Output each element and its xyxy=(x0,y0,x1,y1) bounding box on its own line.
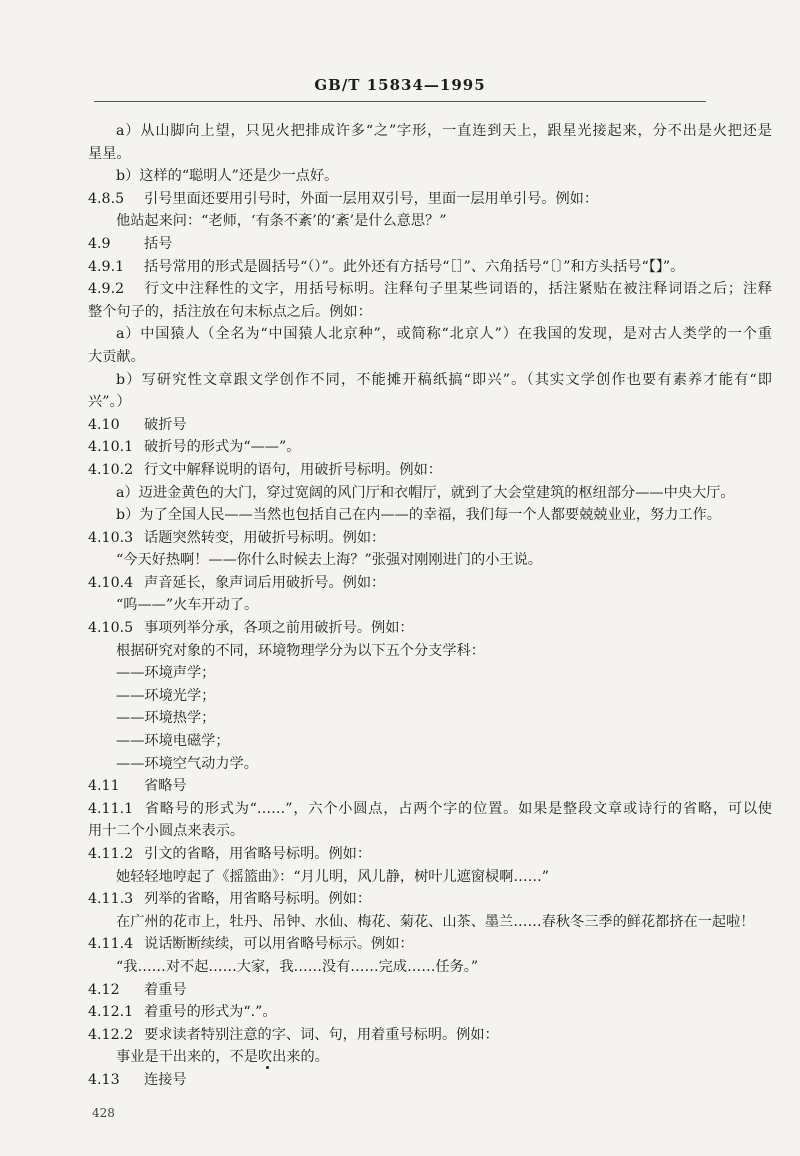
section-line xyxy=(88,233,772,256)
line-text: 行文中注释性的文字，用括号标明。注释句子里某些词语的，括注紧贴在被注释词语之后；注释 xyxy=(144,281,772,298)
header-rule xyxy=(94,101,706,102)
line-text: 她轻轻地哼起了《摇篮曲》：“月儿明，风儿静，树叶儿遮窗棂啊……” xyxy=(116,868,550,885)
section-number: 4.11.3 xyxy=(88,891,134,908)
document-body xyxy=(88,120,772,1092)
text-line xyxy=(88,753,772,776)
line-text: 用十二个小圆点来表示。 xyxy=(88,823,245,840)
line-text: a）迈进金黄色的大门，穿过宽阔的风门厅和衣帽厅，就到了大会堂建筑的枢纽部分——中央大厅。 xyxy=(116,484,735,501)
line-text: “呜——”火车开动了。 xyxy=(116,597,259,614)
section-number: 4.10.4 xyxy=(88,574,134,591)
line-text: 括号 xyxy=(144,235,173,252)
line-text: 事业是干出来的，不是吹出来的。 xyxy=(116,1049,329,1066)
line-text: 大贡献。 xyxy=(88,348,145,365)
section-line xyxy=(88,888,772,911)
line-text: 要求读者特别注意的字、词、句，用着重号标明。例如： xyxy=(144,1026,499,1043)
line-text: “今天好热啊！——你什么时候去上海？”张强对刚刚进门的小王说。 xyxy=(116,552,542,569)
text-line xyxy=(88,391,772,414)
section-line xyxy=(88,1024,772,1047)
section-number: 4.9.2 xyxy=(88,281,125,298)
text-line xyxy=(88,210,772,233)
text-line xyxy=(88,346,772,369)
line-text: 话题突然转变，用破折号标明。例如： xyxy=(144,529,386,546)
text-line xyxy=(88,866,772,889)
line-text: 兴”。） xyxy=(88,394,131,411)
text-line xyxy=(88,504,772,527)
text-line xyxy=(88,662,772,685)
section-line xyxy=(88,1069,772,1092)
line-text: ——环境声学； xyxy=(116,665,216,682)
section-number: 4.10 xyxy=(88,416,120,433)
line-text: 破折号 xyxy=(144,416,187,433)
text-line xyxy=(88,685,772,708)
text-line xyxy=(88,482,772,505)
section-line xyxy=(88,572,772,595)
section-number: 4.10.3 xyxy=(88,529,134,546)
line-text: 星星。 xyxy=(88,145,131,162)
text-line xyxy=(88,820,772,843)
section-line xyxy=(88,1001,772,1024)
line-text: “我……对不起……大家，我……没有……完成……任务。” xyxy=(116,958,479,975)
line-text: 连接号 xyxy=(144,1071,187,1088)
section-number: 4.10.5 xyxy=(88,620,134,637)
line-text: 整个句子的，括注放在句末标点之后。例如： xyxy=(88,303,372,320)
line-text: 他站起来问：“老师，‘有条不紊’的‘紊’是什么意思？” xyxy=(116,213,447,230)
section-line xyxy=(88,527,772,550)
line-text: b）为了全国人民——当然也包括自己在内——的幸福，我们每一个人都要兢兢业业，努力工作。 xyxy=(116,507,721,524)
section-line xyxy=(88,278,772,301)
section-line xyxy=(88,459,772,482)
text-line xyxy=(88,640,772,663)
text-line xyxy=(88,301,772,324)
line-text: 括号常用的形式是圆括号“（）”。此外还有方括号“［］”、六角括号“〔〕”和方头括号“【】”。 xyxy=(144,258,685,275)
section-number: 4.13 xyxy=(88,1071,120,1088)
line-text: ——环境热学； xyxy=(116,710,216,727)
line-text: 说话断断续续，可以用省略号标示。例如： xyxy=(144,936,414,953)
line-text: 列举的省略，用省略号标明。例如： xyxy=(144,891,372,908)
section-number: 4.12 xyxy=(88,981,120,998)
text-line xyxy=(88,911,772,934)
line-text: 省略号的形式为“……”，六个小圆点，占两个字的位置。如果是整段文章或诗行的省略，可以使 xyxy=(144,800,772,817)
text-line xyxy=(88,707,772,730)
line-text: 根据研究对象的不同，环境物理学分为以下五个分支学科： xyxy=(116,642,485,659)
section-line xyxy=(88,775,772,798)
section-number: 4.10.2 xyxy=(88,461,134,478)
section-line xyxy=(88,798,772,821)
text-line xyxy=(88,1046,772,1069)
line-text: b）写研究性文章跟文学创作不同，不能摊开稿纸搞“即兴”。（其实文学创作也要有素养才能有“即 xyxy=(116,371,772,388)
section-number: 4.11.4 xyxy=(88,936,134,953)
section-line xyxy=(88,414,772,437)
section-number: 4.10.1 xyxy=(88,439,134,456)
text-line xyxy=(88,120,772,143)
text-line xyxy=(88,143,772,166)
line-text: b）这样的“聪明人”还是少一点好。 xyxy=(116,168,339,185)
section-number: 4.8.5 xyxy=(88,190,125,207)
line-text: 破折号的形式为“——”。 xyxy=(144,439,301,456)
line-text: 着重号的形式为“.”。 xyxy=(144,1004,277,1021)
section-line xyxy=(88,843,772,866)
section-number: 4.11.1 xyxy=(88,800,134,817)
line-text: 着重号 xyxy=(144,981,187,998)
line-text: 在广州的花市上，牡丹、吊钟、水仙、梅花、菊花、山茶、墨兰……春秋冬三季的鲜花都挤在一起啦！ xyxy=(116,913,755,930)
section-number: 4.9.1 xyxy=(88,258,125,275)
line-text: ——环境电磁学； xyxy=(116,733,230,750)
section-number: 4.12.2 xyxy=(88,1026,134,1043)
section-line xyxy=(88,979,772,1002)
document-header: GB/T 15834—1995 xyxy=(314,76,486,94)
text-line xyxy=(88,323,772,346)
text-line xyxy=(88,165,772,188)
page-number: 428 xyxy=(92,1106,115,1120)
section-number: 4.11 xyxy=(88,778,120,795)
line-text: 声音延长，象声词后用破折号。例如： xyxy=(144,574,386,591)
line-text: 行文中解释说明的语句，用破折号标明。例如： xyxy=(144,461,442,478)
section-line xyxy=(88,933,772,956)
text-line xyxy=(88,549,772,572)
emphasis-dot xyxy=(266,1066,269,1069)
line-text: ——环境光学； xyxy=(116,687,216,704)
section-number: 4.12.1 xyxy=(88,1004,134,1021)
section-number: 4.9 xyxy=(88,235,111,252)
line-text: a）中国猿人（全名为“中国猿人北京种”，或简称“北京人”）在我国的发现，是对古人类学的一个重 xyxy=(116,326,772,343)
text-line xyxy=(88,956,772,979)
text-line xyxy=(88,369,772,392)
section-number: 4.11.2 xyxy=(88,846,134,862)
section-line xyxy=(88,256,772,279)
line-text: a）从山脚向上望，只见火把排成许多“之”字形，一直连到天上，跟星光接起来，分不出是火把还是 xyxy=(116,123,772,139)
text-line xyxy=(88,730,772,753)
line-text: 事项列举分承，各项之前用破折号。例如： xyxy=(144,620,414,637)
line-text: 引号里面还要用引号时，外面一层用双引号，里面一层用单引号。例如： xyxy=(144,190,599,207)
section-line xyxy=(88,188,772,211)
section-line xyxy=(88,617,772,640)
section-line xyxy=(88,436,772,459)
line-text: ——环境空气动力学。 xyxy=(116,755,258,772)
line-text: 省略号 xyxy=(144,778,187,795)
line-text: 引文的省略，用省略号标明。例如： xyxy=(144,846,372,862)
text-line xyxy=(88,594,772,617)
